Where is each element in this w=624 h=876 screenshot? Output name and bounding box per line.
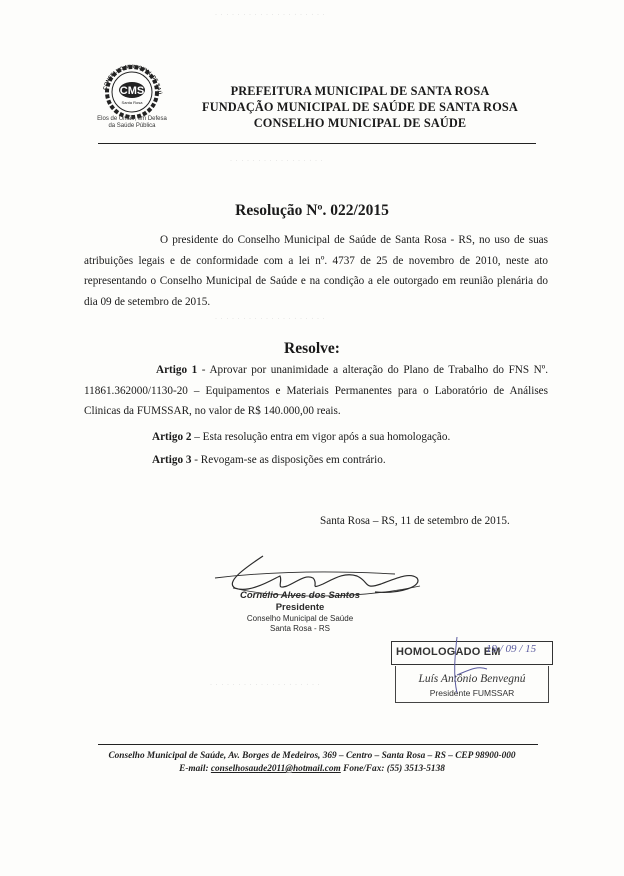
stamp-signature-scribble: [427, 635, 497, 705]
article-2-text: – Esta resolução entra em vigor após a sua homologação.: [191, 431, 451, 443]
bleed-through-mark: · · · · · · · · · · · · · · · · ·: [230, 158, 324, 164]
footer-email-prefix: E-mail:: [179, 764, 211, 774]
article-1-text: - Aprovar por unanimidade a alteração do Plano de Trabalho do FNS Nº. 11861.362000/1130-20 – Equipamentos e Materiais Permanentes para o Laboratório de Análises Clinicas da FUMSSAR, no valor de R$ 140.000,00 reais.: [84, 364, 548, 418]
article-3-text: - Revogam-se as disposições em contrário.: [191, 454, 386, 466]
stamp-label: HOMOLOGADO EM: [396, 646, 501, 658]
place-date: Santa Rosa – RS, 11 de setembro de 2015.: [320, 515, 510, 527]
logo-arc-text: CONSELHO MUNICIPAL DE SAÚ: [102, 63, 163, 95]
bleed-through-mark: · · · · · · · · · · · · · · · · · · · ·: [215, 316, 326, 322]
stamp-date: 19 / 09 / 15: [486, 643, 537, 655]
footer-address: Conselho Municipal de Saúde, Av. Borges de Medeiros, 369 – Centro – Santa Rosa – RS – CEP 98900-000: [108, 751, 516, 761]
logo-city: Santa Rosa: [121, 100, 143, 105]
logo-caption-line1: Elos de União, em Defesa: [97, 116, 167, 122]
article-3-label: Artigo 3: [152, 454, 192, 466]
footer-email-link[interactable]: conselhosaude2011@hotmail.com: [210, 764, 341, 774]
article-1-label: Artigo 1: [156, 364, 198, 376]
resolve-heading: Resolve:: [284, 340, 340, 357]
article-2: [84, 427, 548, 448]
bleed-through-mark: · · · · · · · · · · · · · · · · · · · ·: [215, 12, 326, 18]
stamp-name: Luís Antônio Benvegnú: [418, 673, 526, 685]
bleed-through-mark: · · · · · · · · · · · · · · · · · · · ·: [210, 682, 321, 688]
article-2-label: Artigo 2: [152, 431, 192, 443]
article-3: [84, 450, 548, 471]
signatory-org: Conselho Municipal de Saúde: [246, 614, 354, 623]
header-line3: CONSELHO MUNICIPAL DE SAÚDE: [253, 116, 467, 130]
footer-contact: [0, 764, 624, 774]
preamble-paragraph: O presidente do Conselho Municipal de Saúde de Santa Rosa - RS, no uso de suas atribuições legais e de conformidade com a lei nº. 4737 de 25 de novembro de 2010, neste ato representando o Conselho Municipal de Saúde e na condição a ele outorgado em reunião plenária do dia 09 de setembro de 2015.: [84, 234, 548, 308]
signatory-name: Cornélio Alves dos Santos: [239, 590, 360, 601]
header-line2: FUNDAÇÃO MUNICIPAL DE SAÚDE DE SANTA ROSA: [202, 100, 518, 114]
header-line1: PREFEITURA MUNICIPAL DE SANTA ROSA: [230, 84, 490, 98]
article-1: [84, 360, 548, 422]
footer-phone: Fone/Fax: (55) 3513-5138: [340, 764, 445, 774]
resolution-title: Resolução Nº. 022/2015: [235, 202, 389, 219]
footer-rule: [98, 744, 538, 745]
logo-initials: CMS: [119, 85, 145, 97]
signatory-role: Presidente: [275, 602, 325, 613]
signatory-city: Santa Rosa - RS: [269, 624, 331, 633]
homologation-stamp: [391, 641, 555, 703]
logo-caption-line2: da Saúde Pública: [108, 123, 156, 129]
header-rule: [98, 143, 536, 144]
stamp-role: Presidente FUMSSAR: [429, 688, 515, 698]
logo-caption: [82, 116, 182, 130]
